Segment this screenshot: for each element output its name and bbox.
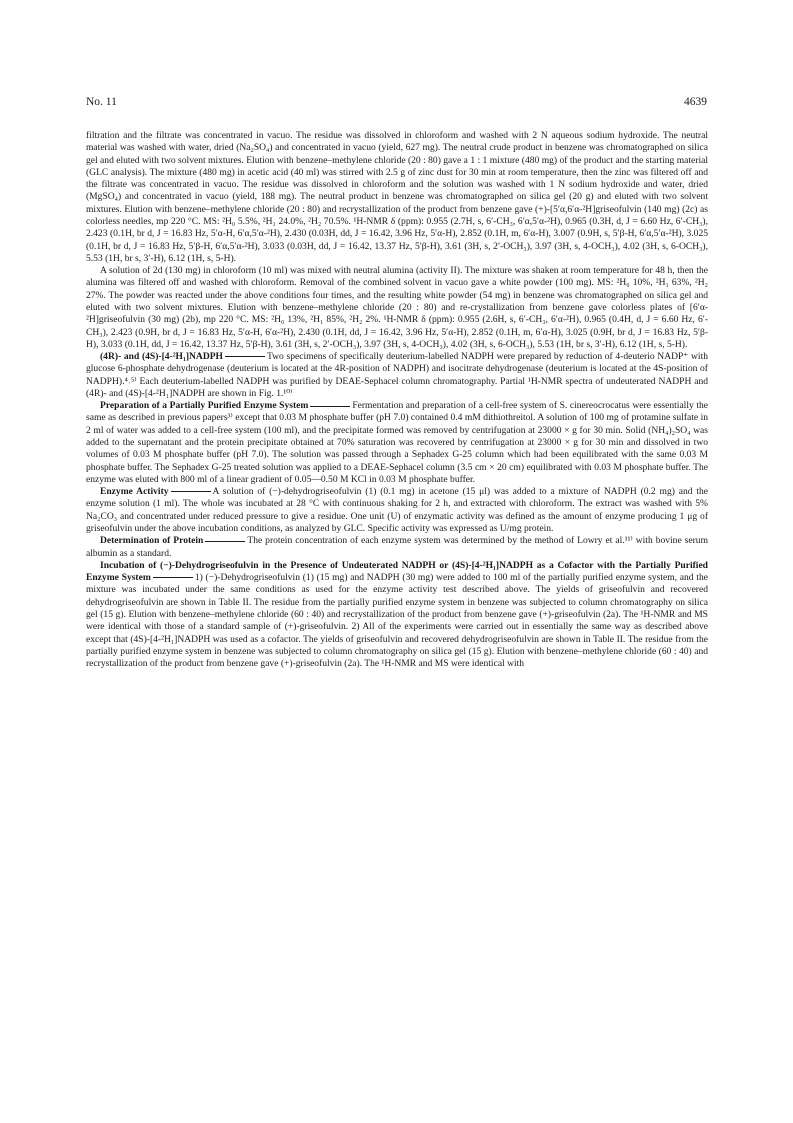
em-dash-rule <box>171 491 211 492</box>
section-incubation <box>86 560 708 671</box>
paragraph-text: A solution of (−)-dehydrogriseofulvin (1) (0.1 mg) in acetone (15 μl) was added to a mixture of NADPH (0.2 mg) and the enzyme solution (1 ml). The whole was incubated at 28 °C with continuous shaking for 2 h, and extracted with chloroform. The extract was washed with 5% Na₂CO₃ and concentrated under reduced pressure to give a residue. One unit (U) of enzymatic activity was defined as the amount of enzyme producing 1 μg of griseofulvin under the above incubation conditions, as analyzed by GLC. Specific activity was expressed as U/mg protein. <box>86 486 708 534</box>
em-dash-rule <box>153 577 193 578</box>
paragraph-text: Fermentation and preparation of a cell-free system of S. cinereocrocatus were essentially the same as described in previous papers³⁾ except that 0.03 M phosphate buffer (pH 7.0) contained 0.4 mM dithiothreitol. A solution of 100 mg of protamine sulfate in 2 ml of water was added to a cell-free system (100 ml), and the precipitate formed was removed by centrifugation at 23000 × g for 30 min. Solid (NH₄)₂SO₄ was added to the supernatant and the protein precipitate obtained at 70% saturation was recovered by centrifugation at 23000 × g for 30 min and dissolved in two volumes of 0.03 M phosphate buffer (pH 7.0). The solution was passed through a Sephadex G-25 column which had been equilibrated with the same 0.03 M phosphate buffer. The Sephadex G-25 treated solution was applied to a DEAE-Sephacel column (3.5 cm × 20 cm) equilibrated with 0.03 M phosphate buffer. The enzyme was eluted with 800 ml of a linear gradient of 0.05—0.50 M KCl in 0.03 M phosphate buffer. <box>86 400 708 485</box>
section-nadph <box>86 351 708 400</box>
em-dash-rule <box>310 406 350 407</box>
paragraph-text: Two specimens of specifically deuterium-labelled NADPH were prepared by reduction of 4-deuterio NADP⁺ with glucose 6-phosphate dehydrogenase (deuterium is located at the 4R-position of NADPH) and isocitrate dehydrogenase (deuterium is located at the 4S-position of NADPH).⁴˒⁵⁾ Each deuterium-labelled NADPH was purified by DEAE-Sephacel column chromatography. Partial ¹H-NMR spectra of undeuterated NADPH and (4R)- and (4S)-[4-²H₁]NADPH are shown in Fig. 1.¹⁰⁾ <box>86 351 708 399</box>
section-enzyme-activity <box>86 486 708 535</box>
section-heading: Determination of Protein <box>100 535 204 547</box>
page-number: 4639 <box>684 96 707 108</box>
paragraph-continuation <box>86 130 708 265</box>
section-heading: Preparation of a Partially Purified Enzyme System <box>100 400 309 412</box>
article-body <box>86 130 708 670</box>
paragraph-text: A solution of 2d (130 mg) in chloroform (10 ml) was mixed with neutral alumina (activity II). The mixture was shaken at room temperature for 48 h, then the alumina was filtered off and washed with chloroform. Removal of the combined solvent in vacuo gave a white powder (100 mg). MS: ²H₀ 10%, ²H₁ 63%, ²H₂ 27%. The powder was reacted under the above conditions four times, and the resulting white powder (54 mg) in benzene was chromatographed on silica gel and eluted with two solvent mixtures. Elution with benzene–methylene chloride (20 : 80) and re-crystallization from benzene gave colorless plates of [6′α-²H]griseofulvin (30 mg) (2b), mp 220 °C. MS: ²H₀ 13%, ²H₁ 85%, ²H₂ 2%. ¹H-NMR δ (ppm): 0.955 (2.6H, s, 6′-CH₃, 6′α-²H), 0.965 (0.4H, d, J = 6.60 Hz, 6′-CH₃), 2.423 (0.9H, br d, J = 16.83 Hz, 5′α-H, 6′α-²H), 2.430 (0.1H, dd, J = 16.42, 3.96 Hz, 5′α-H), 2.852 (0.1H, m, 6′α-H), 3.025 (0.9H, br d, J = 16.83 Hz, 5′β-H), 3.033 (0.1H, dd, J = 16.42, 13.37 Hz, 5′β-H), 3.61 (3H, s, 2′-OCH₃), 3.97 (3H, s, 4-OCH₃), 4.02 (3H, s, 6-OCH₃), 5.53 (1H, br s, 3′-H), 6.12 (1H, s, 5-H). <box>86 265 708 350</box>
paragraph-text: The protein concentration of each enzyme system was determined by the method of Lowry et al.¹¹⁾ with bovine serum albumin as a standard. <box>86 535 708 559</box>
section-heading: (4R)- and (4S)-[4-²H₁]NADPH <box>100 351 223 363</box>
em-dash-rule <box>205 541 245 542</box>
paragraph-alumina-treatment <box>86 265 708 351</box>
section-heading: Enzyme Activity <box>100 486 169 498</box>
paragraph-text: 1) (−)-Dehydrogriseofulvin (1) (15 mg) and NADPH (30 mg) were added to 100 ml of the partially purified enzyme system, and the mixture was incubated under the same conditions as used for the enzyme activity test described above. The yields of griseofulvin and recovered dehydrogriseofulvin are shown in Table II. The residue from the partially purified enzyme system in benzene was subjected to column chromatography on silica gel (15 g). Elution with benzene–methylene chloride (60 : 40) and recrystallization of the product from benzene gave (+)-griseofulvin (2a). The ¹H-NMR and MS were identical with those of a standard sample of (+)-griseofulvin. 2) All of the experiments were carried out in essentially the same way as described above except that (4S)-[4-²H₁]NADPH was used as a cofactor. The yields of griseofulvin and recovered dehydrogriseofulvin are shown in Table II. The residue from the partially purified enzyme system in benzene was subjected to column chromatography on silica gel (15 g). Elution with benzene–methylene chloride (60 : 40) and recrystallization of the product from benzene gave (+)-griseofulvin (2a). The ¹H-NMR and MS were identical with <box>86 572 709 670</box>
running-header <box>86 96 707 112</box>
issue-number: No. 11 <box>86 96 117 108</box>
section-enzyme-preparation <box>86 400 708 486</box>
em-dash-rule <box>225 356 265 357</box>
section-protein-determination <box>86 535 708 560</box>
paragraph-text: filtration and the filtrate was concentrated in vacuo. The residue was dissolved in chloroform and washed with 2 N aqueous sodium hydroxide. The neutral material was washed with water, dried (Na₂SO₄) and concentrated in vacuo (yield, 627 mg). The neutral crude product in benzene was chromatographed on silica gel and eluted with two solvent mixtures. Elution with benzene–methylene chloride (20 : 80) gave a 1 : 1 mixture (480 mg) of the product and the starting material (GLC analysis). The mixture (480 mg) in acetic acid (40 ml) was stirred with 2.5 g of zinc dust for 30 min at room temperature, then the zinc was filtered off and the filtrate was concentrated in vacuo. The residue was dissolved in chloroform and the solution was washed with 1 N sodium hydroxide and water, dried (MgSO₄) and concentrated in vacuo (yield, 188 mg). The neutral product in benzene was chromatographed on silica gel (20 g) and eluted with two solvent mixtures. Elution with benzene–methylene chloride (20 : 80) and recrystallization of the product from benzene gave (+)-[5′α,6′α-²H]griseofulvin (140 mg) (2c) as colorless needles, mp 220 °C. MS: ²H₀ 5.5%, ²H₁ 24.0%, ²H₂ 70.5%. ¹H-NMR δ (ppm): 0.955 (2.7H, s, 6′-CH₃, 6′α,5′α-²H), 0.965 (0.3H, d, J = 6.60 Hz, 6′-CH₃), 2.423 (0.1H, br d, J = 16.83 Hz, 5′α-H, 6′α,5′α-²H), 2.430 (0.03H, dd, J = 16.42, 3.96 Hz, 5′α-H), 2.852 (0.1H, m, 6′α-H), 3.007 (0.9H, s, 5′β-H, 6′α,5′α-²H), 3.025 (0.1H, br d, J = 16.83 Hz, 5′β-H, 6′α,5′α-²H), 3.033 (0.03H, dd, J = 16.42, 13.37 Hz, 5′β-H), 3.61 (3H, s, 2′-OCH₃), 3.97 (3H, s, 4-OCH₃), 4.02 (3H, s, 6-OCH₃), 5.53 (1H, br s, 3′-H), 6.12 (1H, s, 5-H). <box>86 130 708 264</box>
section-heading: Incubation of (−)-Dehydrogriseofulvin in the Presence of Undeuterated NADPH or (4S)-[4-²H₁]NADPH as a Cofactor with the Partially Purified Enzyme System <box>86 559 708 584</box>
